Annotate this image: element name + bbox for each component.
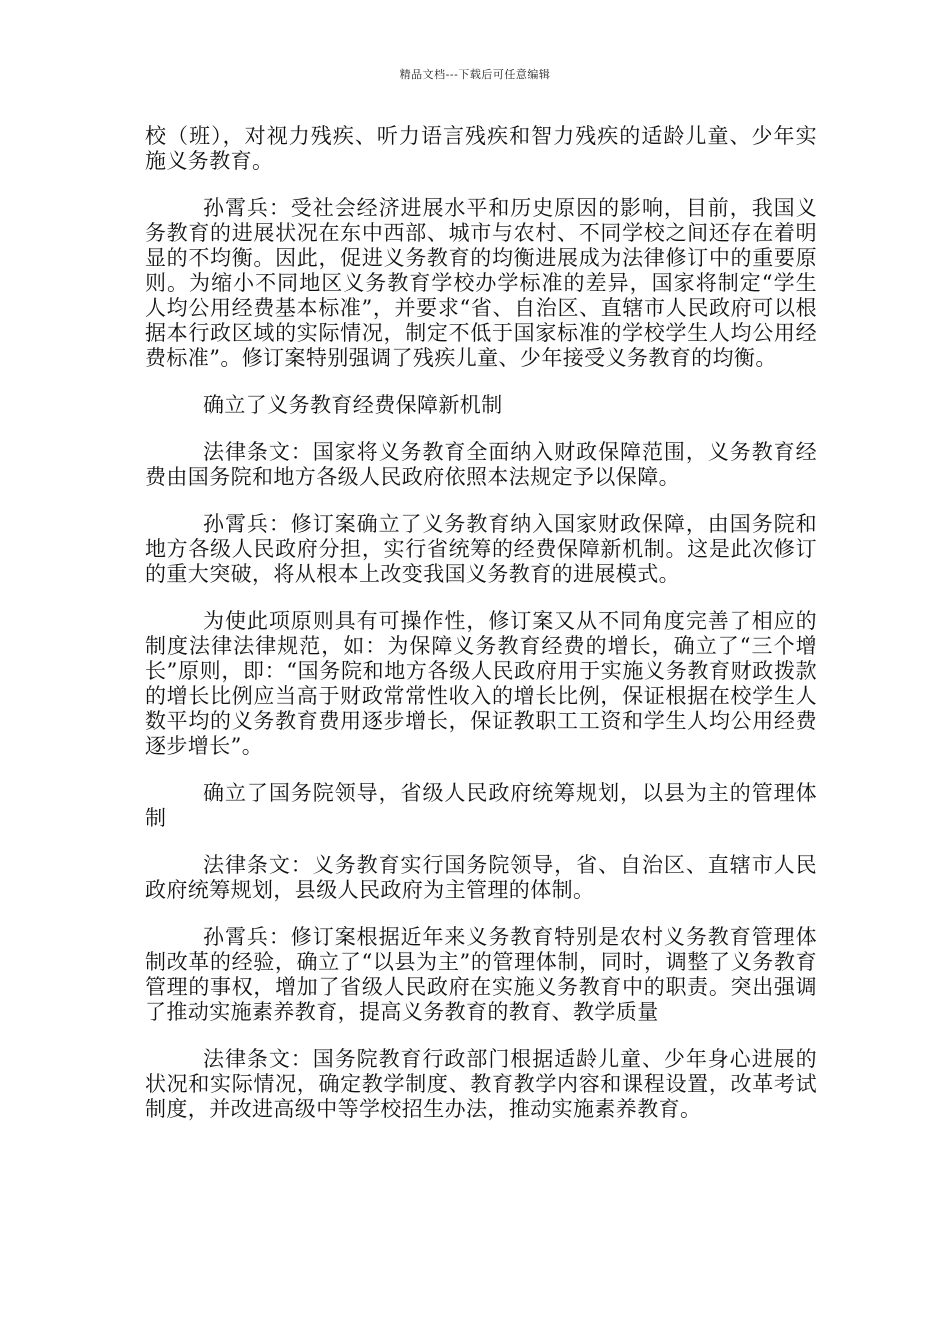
section-heading: 确立了国务院领导，省级人民政府统筹规划，以县为主的管理体制 xyxy=(145,781,817,830)
document-body xyxy=(145,124,817,1144)
paragraph: 孙霄兵：修订案根据近年来义务教育特别是农村义务教育管理体制改革的经验，确立了“以县为主”的管理体制，同时，调整了义务教育管理的事权，增加了省级人民政府在实施义务教育中的职责。突出强调了推动实施素养教育，提高义务教育的教育、教学质量 xyxy=(145,925,817,1024)
paragraph: 法律条文：国务院教育行政部门根据适龄儿童、少年身心进展的状况和实际情况，确定教学制度、教育教学内容和课程设置，改革考试制度，并改进高级中等学校招生办法，推动实施素养教育。 xyxy=(145,1047,817,1121)
paragraph: 为使此项原则具有可操作性，修订案又从不同角度完善了相应的制度法律法律规范，如：为保障义务教育经费的增长，确立了“三个增长”原则，即：“国务院和地方各级人民政府用于实施义务教育财政拨款的增长比例应当高于财政常常性收入的增长比例，保证根据在校学生人数平均的义务教育费用逐步增长，保证教职工工资和学生人均公用经费逐步增长”。 xyxy=(145,609,817,758)
paragraph: 孙霄兵：受社会经济进展水平和历史原因的影响，目前，我国义务教育的进展状况在东中西部、城市与农村、不同学校之间还存在着明显的不均衡。因此，促进义务教育的均衡进展成为法律修订中的重要原则。为缩小不同地区义务教育学校办学标准的差异，国家将制定“学生人均公用经费基本标准”，并要求“省、自治区、直辖市人民政府可以根据本行政区域的实际情况，制定不低于国家标准的学校学生人均公用经费标准”。修订案特别强调了残疾儿童、少年接受义务教育的均衡。 xyxy=(145,196,817,370)
paragraph: 法律条文：国家将义务教育全面纳入财政保障范围，义务教育经费由国务院和地方各级人民政府依照本法规定予以保障。 xyxy=(145,440,817,489)
paragraph: 法律条文：义务教育实行国务院领导，省、自治区、直辖市人民政府统筹规划，县级人民政府为主管理的体制。 xyxy=(145,853,817,902)
section-heading: 确立了义务教育经费保障新机制 xyxy=(203,393,503,417)
paragraph: 校（班），对视力残疾、听力语言残疾和智力残疾的适龄儿童、少年实施义务教育。 xyxy=(145,124,817,173)
paragraph: 孙霄兵：修订案确立了义务教育纳入国家财政保障，由国务院和地方各级人民政府分担，实行省统筹的经费保障新机制。这是此次修订的重大突破，将从根本上改变我国义务教育的进展模式。 xyxy=(145,512,817,586)
page-header: 精品文档---下载后可任意编辑 xyxy=(399,68,551,81)
